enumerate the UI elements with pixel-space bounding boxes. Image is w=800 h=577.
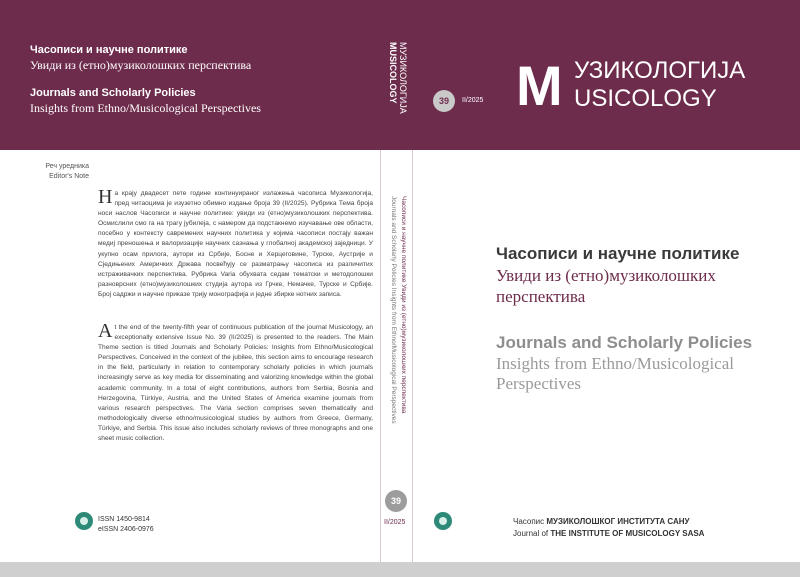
issn-electronic: eISSN 2406-0976 bbox=[98, 526, 154, 533]
masthead-en: USICOLOGY bbox=[574, 85, 717, 112]
editor-note-sr: Реч уредника bbox=[45, 163, 89, 170]
spine-title-sr: Часописи и научне политике Увиди из (етно)музиколошких перспектива bbox=[400, 196, 407, 414]
back-subtitle-en: Insights from Ethno/Musicological Perspectives bbox=[30, 101, 261, 115]
spine-journal-en bbox=[386, 42, 398, 72]
spine-left-edge bbox=[380, 0, 381, 562]
issn-block bbox=[98, 515, 154, 535]
publisher-sr: МУЗИКОЛОШКОГ ИНСТИТУТА САНУ bbox=[546, 517, 690, 526]
publisher-en: THE INSTITUTE OF MUSICOLOGY SASA bbox=[550, 529, 705, 538]
editor-note-label bbox=[24, 162, 89, 182]
issn-print: ISSN 1450-9814 bbox=[98, 516, 150, 523]
masthead-initial: M bbox=[516, 54, 563, 117]
spine-logo-icon bbox=[434, 512, 452, 530]
drop-cap-en: A bbox=[98, 320, 113, 342]
front-title-sr-block bbox=[496, 243, 786, 307]
front-title-sr: Часописи и научне политике bbox=[496, 244, 740, 263]
spine-issue-badge-bottom: 39 bbox=[385, 490, 407, 512]
publisher-sr-prefix: Часопис bbox=[513, 517, 545, 526]
editor-note-en: Editor's Note bbox=[49, 173, 89, 180]
institute-logo-icon bbox=[75, 512, 93, 530]
spine-issue-label-top: II/2025 bbox=[462, 97, 484, 104]
back-title-sr: Часописи и научне политике bbox=[30, 44, 188, 56]
spine-title-en: Journals and Scholarly Policies Insights from Ethno/Musicological Perspectives bbox=[390, 196, 397, 424]
editorial-paragraph-sr bbox=[98, 186, 373, 300]
masthead-sr: УЗИКОЛОГИЈА bbox=[574, 57, 746, 84]
paragraph-sr-text: а крају двадесет пете године континуираног излажења часописа Музикологија, пред читаоцима је изузетно обимно издање броја 39 (II/2025). Рубрика Тема броја носи наслов Часописи и научне политике: увиди из (етно)музиколошких перспектива. Осмислили смо га на трагу јубилеја, с намером да подстакнемо изучавање ове области, посебно у контексту савремених научних политика у којима часописи постају важан медиј преношења и валоризације научних сазнања у глобалној академској заједници. У укупно осам прилога, аутори из Србије, Босне и Херцеговине, Турске, Аустрије и Сједињених Америчких Држава посвећују се разматрању часописа из различитих истраживачких перспектива. Рубрика Varia обухвата седам тематски и методолошки разноврсних (етно)музиколошких студија аутора из Грчке, Немачке, Турске и Србије. Број садржи и научне приказе трију монографија и једне збирке нотних записа. bbox=[98, 190, 373, 298]
bottom-gray-band bbox=[0, 562, 800, 577]
front-title-en: Journals and Scholarly Policies bbox=[496, 333, 753, 352]
spine-right-edge bbox=[412, 0, 413, 562]
drop-cap-sr: Н bbox=[98, 186, 113, 208]
front-subtitle-en-1: Insights from Ethno/Musicological bbox=[496, 354, 734, 373]
back-cover-title-block bbox=[30, 44, 261, 116]
front-subtitle-en-2: Perspectives bbox=[496, 374, 581, 393]
publisher-en-prefix: Journal of bbox=[513, 529, 549, 538]
front-subtitle-sr-1: Увиди из (етно)музиколошких bbox=[496, 266, 716, 285]
publisher-block bbox=[513, 516, 704, 540]
paragraph-en-text: t the end of the twenty-fifth year of continuous publication of the journal Musicology, an exceptionally extensive Issue No. 39 (II/2025) is presented to the readers. The Main Theme section is titled Journals and Scholarly Policies: Insights from Ethno/Musicological Perspectives. Conceived in the context of the jubilee, this section aims to encourage research in the field, particularly in relation to contemporary scholarly policies in which journals increasingly serve as key media for disseminating and valorizing knowledge within the global academic community. In a total of eight contributions, authors from Serbia, Bosnia and Herzegovina, Türkiye, Austria, and the United States of America examine journals from various research perspectives. The Varia section comprises seven thematically and methodologically diverse ethno/musicological studies by authors from Greece, Germany, Türkiye, and Serbia. This issue also includes scholarly reviews of three monographs and one sheet music collection. bbox=[98, 324, 373, 443]
back-title-en: Journals and Scholarly Policies bbox=[30, 87, 196, 99]
back-subtitle-sr: Увиди из (етно)музиколошких перспектива bbox=[30, 58, 252, 72]
front-subtitle-sr-2: перспектива bbox=[496, 287, 586, 306]
editorial-paragraph-en bbox=[98, 320, 373, 444]
front-title-en-block bbox=[496, 332, 786, 394]
spine-issue-badge-top: 39 bbox=[433, 90, 455, 112]
spine-issue-label-bottom: II/2025 bbox=[384, 519, 406, 526]
